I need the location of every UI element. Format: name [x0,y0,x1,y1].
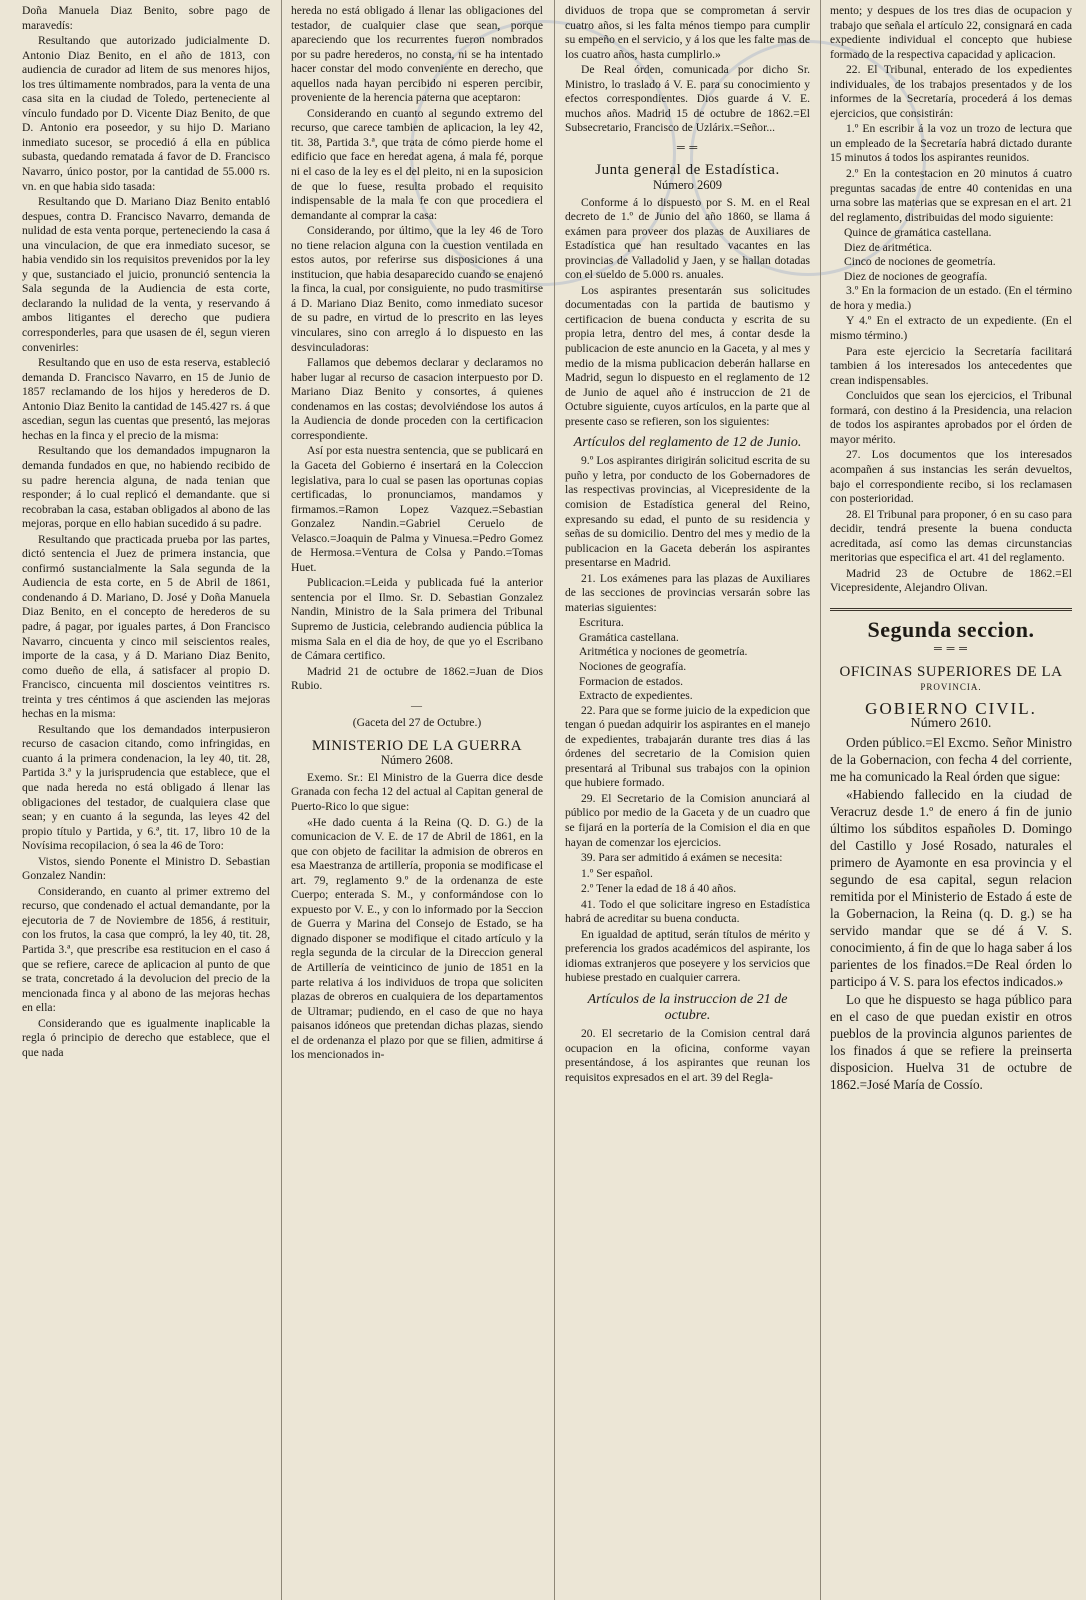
article: 20. El secretario de la Comision central dará ocupacion en la oficina, conforme vayan presentándose, á los aspirantes que reunan los requisitos expresados en el art. 39 del Regla- [565,1027,810,1084]
paragraph: Doña Manuela Diaz Benito, sobre pago de maravedís: [22,4,270,32]
article: 41. Todo el que solicitare ingreso en Estadística habrá de acreditar su buena conducta. [565,897,810,926]
paragraph: Conforme á lo dispuesto por S. M. en el Real decreto de 1.º de Junio del año 1860, se llama á exámen para proveer dos plazas de Auxiliares de Estadística que han resultado vacantes en las provincias de Valladolid y Jaen, y se hallan dotadas con el sueldo de 5.000 rs. anuales. [565,195,810,282]
articles-heading: Artículos de la instruccion de 21 de octubre. [587,992,788,1023]
section-title: OFICINAS SUPERIORES DE LA [839,663,1063,680]
paragraph: Considerando en cuanto al segundo extremo del recurso, que carece tambien de aplicacion, la ley 42, tit. 38, Partida 3.ª, que trata de cómo pierde home el edificio que face en heredat agena, á mala fé, porque ni el caso de la ley es el del pleito, ni en la suposicion de que lo fuese, resulta probado el requisito indispensable de la mala fe con que procediera el demandante al comprar la casa: [291,106,543,222]
paragraph: Resultando que los demandados interpusieron recurso de casacion citando, como infringidas, en cuanto á la primera condenacion, la ley 40, tit. 28, Partida 3.ª y la jurisprudencia que establece, que el que nada hereda no está obligado á llenar las obligaciones del testador, de cualquiera clase que sean; y en cuanto á la segunda, las leyes 42 del propio título y Partida, y 6.ª, tit. 17, libro 10 de la Novísima recopilacion, ó sea la 46 de Toro: [22,722,270,853]
paragraph: Orden público.=El Excmo. Señor Ministro de la Gobernacion, con fecha 4 del corriente, me ha comunicado la Real órden que sigue: [830,735,1072,785]
list-item: Formacion de estados. [579,674,683,688]
gov-body [830,734,1072,1093]
article: En igualdad de aptitud, serán títulos de mérito y preferencia los grados académicos del aspirante, los idiomas extranjeros que poseyere y los servicios que hubiese prestado en cualquier carrera. [565,927,810,985]
paragraph: dividuos de tropa que se comprometan á servir cuatro años, si les falta ménos tiempo para cumplir su empeño en el servicio, y á los que les falte mas de los cuatro años, hasta cumplirlo.» [565,4,810,61]
article: 1.º Ser español. [581,866,653,880]
article: 2.º Tener la edad de 18 á 40 años. [581,882,737,896]
article: 9.º Los aspirantes dirigirán solicitud escrita de su puño y letra, por conducto de los Gobernadores de las respectivas provincias, al Vicepresidente de la comision de Estadística general del Reino, expresando su edad, el punto de su residencia y señas de su domicilio. Dentro del mes y medio de la publicacion en la Gaceta deberán los aspirantes presentarse en Madrid. [565,454,810,570]
paragraph: Los aspirantes presentarán sus solicitudes documentadas con la partida de bautismo y certificacion de buena conducta y escrita de su propia letra, dentro del mes, á contar desde la publicacion de este anuncio en la Gaceta, y al mes y medio de la misma publicacion deberán hallarse en Madrid, segun lo dispuesto en el reglamento de 12 de Junio de aquel año é instruccion de 21 de Octubre siguiente, cuyos artículos, en la parte que al presente caso se refieren, son los siguientes: [565,283,810,428]
paragraph: Resultando que los demandados impugnaron la demanda fundados en que, no habiendo recibido de su padre herencia alguna, de nada tenian que responder; á lo cual replicó el demandante. que si recobraban la casa, estaban obligados al abono de las mejoras, porque en ello habian sucedido á su padre. [22,444,270,531]
column-2 [291,4,543,1598]
paragraph: Para este ejercicio la Secretaría facilitará tambien á los interesados los antecedentes que crean indispensables. [830,344,1072,387]
paragraph: Y 4.º En el extracto de un expediente. (En el mismo término.) [830,314,1072,343]
list-item: Escritura. [579,616,624,630]
paragraph: Así por esta nuestra sentencia, que se publicará en la Gaceta del Gobierno é insertará en la Coleccion legislativa, para lo cual se pasen las oportunas copias certificadas, lo pronunciamos, mandamos y firmamos.=Ramon Lopez Vazquez.=Sebastian Gonzalez Nandin.=Gabriel Ceruelo de Velasco.=Joaquin de Palma y Vinuesa.=Pedro Gomez de Hermosa.=Ventura de Colsa y Pando.=Tomas Huet. [291,444,543,574]
articles-heading: Artículos del reglamento de 12 de Junio. [573,435,802,451]
column-4 [830,4,1072,1598]
section-subtitle: PROVINCIA. [920,681,982,692]
separator: — [411,699,423,712]
article: 21. Los exámenes para las plazas de Auxiliares de las secciones de provincias versarán sobre las materias siguientes: [565,571,810,614]
paragraph: Considerando, por último, que la ley 46 de Toro no tiene relacion alguna con la cuestion ventilada en estos autos, por referirse sus disposiciones á una institucion, que habia desaparecido cuando se enajenó la finca, la cual, por consiguiente, no pudo trasmitirse á D. Mariano Diaz Benito, como inmediato sucesor de su padre, en virtud de lo prescrito en las leyes vinculares, sino con arreglo á lo dispuesto en las desvinculadoras: [291,224,543,354]
paragraph: Lo que he dispuesto se haga público para en el caso de que puedan existir en otros pueblos de la provincia algunos parientes de los finados á que se refiere la preinserta disposicion. Huelva 31 de octubre de 1862.=José María de Cossío. [830,992,1072,1093]
list-item: Nociones de geografía. [579,659,687,673]
column-rule [554,0,555,1600]
section-number: Número 2610. [910,715,992,731]
article: 22. Para que se forme juicio de la expedicion que tengan ó puedan adquirir los aspirantes en el manejo de expedientes, trabajarán durante tres dias á las órdenes del secretario de la Comision quien presentará al Tribunal sus trabajos con la opinion que hubiere formado. [565,703,810,790]
section-number: Número 2608. [380,753,454,768]
paragraph: Resultando que D. Mariano Diaz Benito entabló despues, contra D. Francisco Navarro, demanda de nulidad de esta venta porque, perteneciendo la casa á una vinculacion, de que era inmediato sucesor, se habia vendido sin los requisitos prevenidos por la ley y que, sustanciado el juicio, pronunció sentencia la Sala segunda de la Audiencia de esta corte, declarando la nulidad de la venta, y reservando á ambos litigantes el derecho que pudiera corresponderles, para que usasen de él, segun vieren convenirles: [22,195,270,354]
paragraph: «Habiendo fallecido en la ciudad de Veracruz desde 1.º de enero á fin de junio último los súbditos españoles D. Domingo del Castillo y José Rosado, naturales el primero de Ayamonte en esa provincia y el segundo de esa capital, segun relacion remitida por el Ministerio de Estado á este de la Gobernacion, la Reina (q. D. g.) se ha servido mandar que se dé á V. S. conocimiento, á fin de que lo haga saber á los parientes de los finados.=De Real órden lo participo á V. S. para los efectos indicados.» [830,787,1072,990]
column-rule [281,0,282,1600]
paragraph: Publicacion.=Leida y publicada fué la anterior sentencia por el Ilmo. Sr. D. Sebastian Gonzalez Nandin, Ministro de la Sala primera del Tribunal Supremo de Justicia, celebrando audiencia pública la misma Sala en el dia de hoy, de que yo el Escribano de Cámara certifico. [291,576,543,663]
paragraph: hereda no está obligado á llenar las obligaciones del testador, de cualquier clase que sean, porque apareciendo que los recurrentes fueron nombrados por su padre herederos, no consta, ni se ha intentado hacer constar del modo conveniente en derecho, que aquellos nada hayan percibido ni esperen percibir, proveniente de la herencia paterna que aceptaron: [291,4,543,105]
list-item: Cinco de nociones de geometría. [844,255,996,269]
paragraph: 27. Los documentos que los interesados acompañen á sus instancias les serán devueltos, bajo el correspondiente recibo, si los reclamasen con posterioridad. [830,448,1072,506]
list-item: Quince de gramática castellana. [844,226,992,240]
separator: ═ ═ [676,141,699,154]
paragraph: Considerando, en cuanto al primer extremo del recurso, que condenado el actual demandante, por la ejecutoria de 7 de Noviembre de 1856, á restituir, con los frutos, la casa que compró, la ley 40, tit. 28, Partida 3.ª, que prescribe esa restitucion en el caso á que se refiere, carece de aplicacion al punto de que se trata, concretado á la devolucion del precio de la mencionada finca y al abono de las mejoras hechas en ella: [22,884,270,1015]
paragraph: Exemo. Sr.: El Ministro de la Guerra dice desde Granada con fecha 12 del actual al Capitan general de Puerto-Rico lo que sigue: [291,770,543,813]
list-item: Gramática castellana. [579,630,679,644]
gaceta-reference: (Gaceta del 27 de Octubre.) [352,716,482,730]
separator [830,608,1072,611]
paragraph: 3.º En la formacion de un estado. (En el término de hora y media.) [830,284,1072,312]
paragraph: Vistos, siendo Ponente el Ministro D. Sebastian Gonzalez Nandin: [22,854,270,883]
paragraph: 1.º En escribir á la voz un trozo de lectura que un empleado de la Secretaría habrá dictado durante 15 minutos á todos los aspirantes reunidos. [830,122,1072,165]
paragraph: 2.º En la contestacion en 20 minutos á cuatro preguntas sacadas de entre 40 contenidas en una urna sobre las materias que se expresan en el art. 21 del reglamento, distribuidas del modo siguiente: [830,167,1072,224]
separator: ═ ═ ═ [934,643,968,656]
paragraph: mento; y despues de los tres dias de ocupacion y trabajo que señala el artículo 22, consignará en cada expediente individual el concepto que hubiese formado de la respectiva capacidad y aplicacion. [830,4,1072,61]
article: 39. Para ser admitido á exámen se necesita: [581,851,783,865]
paragraph: Considerando que es igualmente inaplicable la regla ó principio de derecho que establece, que el que nada [22,1016,270,1059]
signature-line: Madrid 21 de octubre de 1862.=Juan de Dios Rubio. [291,664,543,693]
paragraph: Fallamos que debemos declarar y declaramos no haber lugar al recurso de casacion interpuesto por D. Mariano Diaz Benito y consortes, á quienes condenamos en las costas; devolviéndose los autos á la Audiencia de donde proceden con la certificacion correspondiente. [291,356,543,442]
paragraph: Resultando que practicada prueba por las partes, dictó sentencia el Juez de primera instancia, que confirmó sustancialmente la Sala segunda de la Audiencia de esta corte, en 5 de Abril de 1861, condenando á D. Mariano, D. José y Doña Manuela Diaz Benito, en el concepto de herederos de su padre, á pagar, por iguales partes, á Don Francisco Navarro, cincuenta y cinco mil seiscientos reales, importe de la casa, y á D. Mariano Diaz Benito, como dueño de ella, á satisfacer al propio D. Francisco, cincuenta mil doscientos veintitres rs. treinta y tres céntimos á que ascienden las mejoras hechas en la misma: [22,532,270,721]
paragraph: De Real órden, comunicada por dicho Sr. Ministro, lo traslado á V. E. para su conocimiento y efectos correspondientes. Dios guarde á V. E. muchos años. Madrid 15 de octubre de 1862.=El Subsecretario, Francisco de Uzlárix.=Señor... [565,63,810,135]
paragraph: Resultando que autorizado judicialmente D. Antonio Diaz Benito, en el año de 1813, con audiencia de curador ad litem de sus menores hijos, los tres últimamente nombrados, para la venta de una casa sita en la ciudad de Toledo, perteneciente al vínculo fundado por D. Vicente Diaz Benito, de que D. Antonio era poseedor, y su hijo D. Mariano inmediato sucesor, se procedió á ella en pública subasta, quedando rematada á favor de D. Francisco Navarro, único postor, por la cantidad de 55.000 rs. vn. en que habia sido tasada: [22,34,270,193]
column-3 [565,4,810,1598]
paragraph: 28. El Tribunal para proponer, ó en su caso para decidir, tendrá presente la buena conducta acreditada, así como las demas circunstancias meritorias que especifica el art. 41 del reglamento. [830,507,1072,565]
paragraph: «He dado cuenta á la Reina (Q. D. G.) de la comunicacion de V. E. de 17 de Abril de 1861, en la que con objeto de facilitar la admision de obreros en esa Maestranza de artillería, proponia se modificase el art. 79, reglamento 9.º de la ordenanza de este Cuerpo; enterada S. M., y conformándose con lo expuesto por V. E., y con lo informado por la Seccion de Guerra y Marina del Consejo de Estado, se ha dignado disponer se modifique el citado artículo y la regla segunda de la circular de la Direccion general de Artillería de veinticinco de junio de 1851 en la parte relativa á los individuos de tropa que soliciten plazas de obreros en cualquiera de los departamentos de Ultramar; pudiendo, en el caso de que no haya paisanos idóneos que pretendan dichas plazas, siendo el de ordenanza el plazo por que se filien, admitirse á los mencionados in- [291,815,543,1062]
paragraph: Resultando que en uso de esta reserva, estableció demanda D. Francisco Navarro, en 15 de Junio de 1857 reclamando de los hijos y herederos de D. Antonio Diaz Benito la cantidad de 145.427 rs. á que ascedian, segun las cuentas que presentó, las mejoras hechas en la finca y el precio de la misma: [22,356,270,442]
list-item: Diez de nociones de geografía. [844,269,988,283]
list-item: Diez de aritmética. [844,240,932,254]
paragraph: 22. El Tribunal, enterado de los expedientes individuales, de los trabajos presentados y de los informes de la Secretaría, procederá á los demas ejercicios, que consistirán: [830,63,1072,120]
signature-line: Madrid 23 de Octubre de 1862.=El Vicepresidente, Alejandro Olivan. [830,566,1072,595]
section-title: Segunda seccion. [867,616,1035,642]
section-title: Junta general de Estadística. [595,162,780,179]
section-number: Número 2609 [652,178,723,193]
paragraph: Concluidos que sean los ejercicios, el Tribunal formará, con destino á la Presidencia, una relacion de todos los aspirantes aprobados por el órden de mayor mérito. [830,389,1072,446]
article: 29. El Secretario de la Comision anunciará al público por medio de la Gaceta y de un cuadro que se fijará en la portería de la Comision el dia en que hayan de comenzar los ejercicios. [565,791,810,849]
section-title: MINISTERIO DE LA GUERRA [311,737,523,754]
list-item: Extracto de expedientes. [579,689,693,703]
column-1 [22,4,270,1598]
list-item: Aritmética y nociones de geometría. [579,645,748,659]
column-rule [820,0,821,1600]
section-title: GOBIERNO CIVIL. [865,699,1037,719]
